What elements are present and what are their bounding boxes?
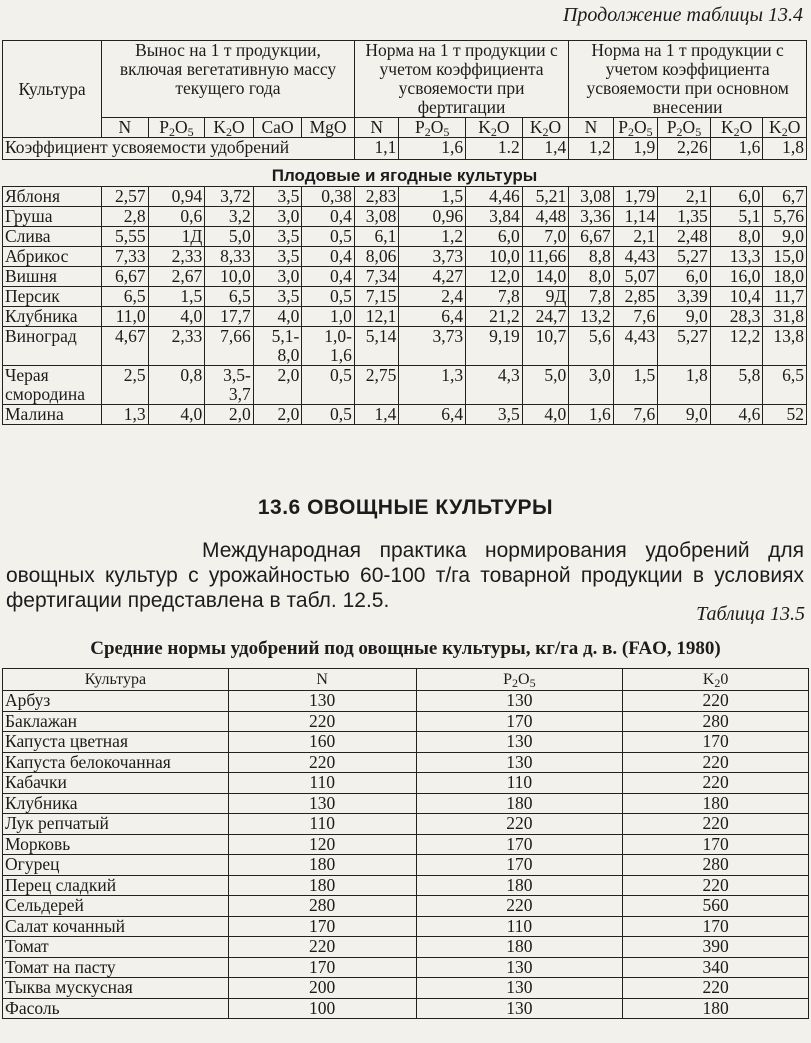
table-cell: 3,2 <box>205 207 254 227</box>
table-row <box>3 187 807 207</box>
table-cell: 5,76 <box>763 207 807 227</box>
crop-name: Томат на пасту <box>3 957 229 978</box>
crop-name: Малина <box>3 405 102 425</box>
crop-name: Капуста цветная <box>3 732 229 753</box>
table-cell: 5,0 <box>205 227 254 247</box>
table-cell: 4,48 <box>522 207 569 227</box>
crop-name: Тыква мускусная <box>3 978 229 999</box>
table-cell: 0,4 <box>302 247 355 267</box>
table-row <box>3 307 807 327</box>
table-cell: 130 <box>416 691 623 712</box>
crop-name: Клубника <box>3 307 102 327</box>
table-cell: 130 <box>416 752 623 773</box>
table-cell: 3,73 <box>399 247 466 267</box>
body-paragraph: Международная практика нормирования удобрений для овощных культур с урожайностью 60-100 т/га товарной продукции в условиях фертигации представлена в табл. 12.5. <box>6 539 804 612</box>
table-cell: 12,0 <box>466 267 523 287</box>
column-header: $P_2O_5$ <box>416 669 623 691</box>
table-cell: 110 <box>228 814 416 835</box>
table-cell: 120 <box>228 834 416 855</box>
table-cell: 130 <box>416 957 623 978</box>
table-cell: 170 <box>228 957 416 978</box>
continuation-caption: Продолжение таблицы 13.4 <box>562 4 803 26</box>
table-cell: 5,14 <box>354 327 398 366</box>
table-row <box>3 711 809 732</box>
table-cell: 3,73 <box>399 327 466 366</box>
table-row <box>3 267 807 287</box>
table-cell: 3,5-3,7 <box>205 366 254 405</box>
table-cell: 2,33 <box>148 247 205 267</box>
table-cell: 220 <box>623 814 809 835</box>
table-number: Таблица 13.5 <box>696 603 805 625</box>
table-cell: 6,0 <box>466 227 523 247</box>
table-cell: 7,34 <box>354 267 398 287</box>
table-cell: 11,66 <box>522 247 569 267</box>
table-cell: 8,0 <box>569 267 613 287</box>
table-cell: 6,67 <box>569 227 613 247</box>
table-cell: 2,1 <box>658 187 711 207</box>
column-header: Культура <box>3 669 229 691</box>
header-group-fertigation: Норма на 1 т продукции с учетом коэффициента усвояемости при фертигации <box>354 41 568 118</box>
table-cell: 6,0 <box>710 187 763 207</box>
table-cell: 3,5 <box>253 287 302 307</box>
coefficient-value: 1,1 <box>354 138 398 160</box>
table-cell: 1,0 <box>302 307 355 327</box>
coefficient-value: 1.2 <box>466 138 523 160</box>
table-cell: 8,0 <box>710 227 763 247</box>
table-cell: 2,0 <box>253 405 302 425</box>
subheader-6: $P_2O_5$ <box>399 118 466 138</box>
crop-name: Морковь <box>3 834 229 855</box>
table-cell: 170 <box>623 916 809 937</box>
table-cell: 3,36 <box>569 207 613 227</box>
table-row <box>3 896 809 917</box>
table-cell: 9,0 <box>658 307 711 327</box>
table-cell: 1,0-1,6 <box>302 327 355 366</box>
header-crop: Культура <box>3 41 102 138</box>
coefficient-value: 1,4 <box>522 138 569 160</box>
table-cell: 2,48 <box>658 227 711 247</box>
table-cell: 52 <box>763 405 807 425</box>
table-cell: 160 <box>228 732 416 753</box>
table-cell: 170 <box>623 732 809 753</box>
table-cell: 6,7 <box>763 187 807 207</box>
table-cell: 4,46 <box>466 187 523 207</box>
table-cell: 6,0 <box>658 267 711 287</box>
table-cell: 3,0 <box>253 267 302 287</box>
table-row <box>3 998 809 1019</box>
table-row <box>3 814 809 835</box>
table-cell: 110 <box>228 773 416 794</box>
table-cell: 3,84 <box>466 207 523 227</box>
table-cell: 1,4 <box>354 405 398 425</box>
table-cell: 3,72 <box>205 187 254 207</box>
table-cell: 7,8 <box>466 287 523 307</box>
crop-name: Перец сладкий <box>3 875 229 896</box>
table-cell: 4,43 <box>613 247 657 267</box>
table-cell: 3,5 <box>253 227 302 247</box>
table-cell: 17,7 <box>205 307 254 327</box>
section-heading: Плодовые и ягодные культуры <box>3 160 807 187</box>
table-cell: 180 <box>228 875 416 896</box>
table-row <box>3 957 809 978</box>
subheader-13: $K_2O$ <box>763 118 807 138</box>
table-cell: 0,5 <box>302 405 355 425</box>
table-row <box>3 773 809 794</box>
table-cell: 15,0 <box>763 247 807 267</box>
table-cell: 2,5 <box>102 366 149 405</box>
table-cell: 9,0 <box>658 405 711 425</box>
crop-name: Клубника <box>3 793 229 814</box>
table-cell: 220 <box>228 711 416 732</box>
table-cell: 2,85 <box>613 287 657 307</box>
table-cell: 0,6 <box>148 207 205 227</box>
table-cell: 220 <box>228 937 416 958</box>
table-cell: 10,0 <box>466 247 523 267</box>
table-cell: 10,0 <box>205 267 254 287</box>
crop-name: Слива <box>3 227 102 247</box>
table-cell: 170 <box>623 834 809 855</box>
table-cell: 3,0 <box>569 366 613 405</box>
table-cell: 110 <box>416 916 623 937</box>
crop-name: Огурец <box>3 855 229 876</box>
table-row <box>3 287 807 307</box>
table-cell: 220 <box>623 752 809 773</box>
table-cell: 10,7 <box>522 327 569 366</box>
table-cell: 0,8 <box>148 366 205 405</box>
table-cell: 14,0 <box>522 267 569 287</box>
table-cell: 0,94 <box>148 187 205 207</box>
table-cell: 9,0 <box>763 227 807 247</box>
table-cell: 0,4 <box>302 207 355 227</box>
table-row <box>3 855 809 876</box>
table-cell: 130 <box>228 691 416 712</box>
table-cell: 7,6 <box>613 405 657 425</box>
table-cell: 1,3 <box>399 366 466 405</box>
table-cell: 16,0 <box>710 267 763 287</box>
table-cell: 1,3 <box>102 405 149 425</box>
table-cell: 4,0 <box>148 307 205 327</box>
crop-name: Абрикос <box>3 247 102 267</box>
table-cell: 0,4 <box>302 267 355 287</box>
subheader-10: $P_2O_5$ <box>613 118 657 138</box>
table-cell: 280 <box>623 711 809 732</box>
table-cell: 7,66 <box>205 327 254 366</box>
table-cell: 2,67 <box>148 267 205 287</box>
table-cell: 280 <box>228 896 416 917</box>
table-cell: 220 <box>416 814 623 835</box>
header-group-removal: Вынос на 1 т продукции, включая вегетативную массу текущего года <box>102 41 355 118</box>
crop-name: Капуста белокочанная <box>3 752 229 773</box>
table-cell: 6,1 <box>354 227 398 247</box>
table-cell: 9Д <box>522 287 569 307</box>
table-cell: 7,6 <box>613 307 657 327</box>
table-cell: 130 <box>416 732 623 753</box>
table-cell: 6,5 <box>102 287 149 307</box>
table-cell: 4,43 <box>613 327 657 366</box>
crop-name: Салат кочанный <box>3 916 229 937</box>
subheader-0: N <box>102 118 149 138</box>
table-row <box>3 207 807 227</box>
table-cell: 180 <box>623 998 809 1019</box>
table-cell: 6,4 <box>399 405 466 425</box>
table-cell: 2,33 <box>148 327 205 366</box>
table-cell: 220 <box>623 691 809 712</box>
table-cell: 5,8 <box>710 366 763 405</box>
table-cell: 200 <box>228 978 416 999</box>
table-cell: 340 <box>623 957 809 978</box>
table-cell: 130 <box>416 978 623 999</box>
coefficient-value: 1,9 <box>613 138 657 160</box>
table-cell: 12,1 <box>354 307 398 327</box>
table-cell: 0,96 <box>399 207 466 227</box>
table-cell: 1,79 <box>613 187 657 207</box>
table-cell: 1,5 <box>613 366 657 405</box>
crop-name: Арбуз <box>3 691 229 712</box>
crop-name: Груша <box>3 207 102 227</box>
table-cell: 2,75 <box>354 366 398 405</box>
table-cell: 21,2 <box>466 307 523 327</box>
table-cell: 180 <box>623 793 809 814</box>
table-row <box>3 247 807 267</box>
column-header: N <box>228 669 416 691</box>
subheader-5: N <box>354 118 398 138</box>
table-cell: 31,8 <box>763 307 807 327</box>
table-cell: 1Д <box>148 227 205 247</box>
table-cell: 1,2 <box>399 227 466 247</box>
subheader-11: $P_2O_5$ <box>658 118 711 138</box>
table-cell: 1,14 <box>613 207 657 227</box>
subheader-4: MgO <box>302 118 355 138</box>
table-cell: 11,0 <box>102 307 149 327</box>
table-cell: 5,27 <box>658 327 711 366</box>
header-group-basic: Норма на 1 т продукции с учетом коэффициента усвояемости при основном внесении <box>569 41 807 118</box>
subheader-2: $K_2O$ <box>205 118 254 138</box>
table-cell: 170 <box>416 711 623 732</box>
table-cell: 5,55 <box>102 227 149 247</box>
table-row <box>3 691 809 712</box>
crop-name: Вишня <box>3 267 102 287</box>
crop-name: Черая смородина <box>3 366 102 405</box>
crop-name: Кабачки <box>3 773 229 794</box>
subheader-12: $K_2O$ <box>710 118 763 138</box>
table-row <box>3 937 809 958</box>
table-cell: 2,4 <box>399 287 466 307</box>
table-cell: 130 <box>228 793 416 814</box>
subheader-7: $K_2O$ <box>466 118 523 138</box>
table-cell: 220 <box>623 773 809 794</box>
table-cell: 4,67 <box>102 327 149 366</box>
table-cell: 8,33 <box>205 247 254 267</box>
table-cell: 7,33 <box>102 247 149 267</box>
table-cell: 3,39 <box>658 287 711 307</box>
table-cell: 8,06 <box>354 247 398 267</box>
subheader-9: N <box>569 118 613 138</box>
table-cell: 5,1 <box>710 207 763 227</box>
table-cell: 5,27 <box>658 247 711 267</box>
crop-name: Яблоня <box>3 187 102 207</box>
crop-name: Томат <box>3 937 229 958</box>
coefficient-value: 1,6 <box>710 138 763 160</box>
table-cell: 0,5 <box>302 366 355 405</box>
table-cell: 2,8 <box>102 207 149 227</box>
coefficient-value: 2,26 <box>658 138 711 160</box>
table-cell: 220 <box>228 752 416 773</box>
table-row <box>3 752 809 773</box>
table-cell: 4,0 <box>522 405 569 425</box>
table-cell: 390 <box>623 937 809 958</box>
table-cell: 6,5 <box>763 366 807 405</box>
table-cell: 220 <box>623 875 809 896</box>
table-cell: 7,8 <box>569 287 613 307</box>
crop-name: Баклажан <box>3 711 229 732</box>
subheader-3: CaO <box>253 118 302 138</box>
table-cell: 24,7 <box>522 307 569 327</box>
table-cell: 6,67 <box>102 267 149 287</box>
table-cell: 1,5 <box>148 287 205 307</box>
table-cell: 4,3 <box>466 366 523 405</box>
table-cell: 1,35 <box>658 207 711 227</box>
table-cell: 6,5 <box>205 287 254 307</box>
table-cell: 13,8 <box>763 327 807 366</box>
table-cell: 180 <box>416 875 623 896</box>
table-cell: 2,0 <box>205 405 254 425</box>
table-row <box>3 227 807 247</box>
table-row <box>3 327 807 366</box>
table-row <box>3 978 809 999</box>
table-cell: 110 <box>416 773 623 794</box>
table-cell: 10,4 <box>710 287 763 307</box>
coefficient-value: 1,2 <box>569 138 613 160</box>
table-cell: 12,2 <box>710 327 763 366</box>
table-title: Средние нормы удобрений под овощные культуры, кг/га д. в. (FAO, 1980) <box>90 638 721 659</box>
table-cell: 170 <box>416 834 623 855</box>
table-cell: 1,5 <box>399 187 466 207</box>
table-cell: 5,07 <box>613 267 657 287</box>
table-cell: 100 <box>228 998 416 1019</box>
table-cell: 8,8 <box>569 247 613 267</box>
vegetable-norms-table <box>2 668 809 1019</box>
table-cell: 4,27 <box>399 267 466 287</box>
table-cell: 5,1-8,0 <box>253 327 302 366</box>
table-cell: 7,0 <box>522 227 569 247</box>
table-row <box>3 834 809 855</box>
table-cell: 4,0 <box>148 405 205 425</box>
coefficient-value: 1,8 <box>763 138 807 160</box>
table-cell: 0,38 <box>302 187 355 207</box>
table-cell: 3,5 <box>466 405 523 425</box>
table-cell: 3,0 <box>253 207 302 227</box>
table-row <box>3 366 807 405</box>
table-row <box>3 793 809 814</box>
crop-name: Сельдерей <box>3 896 229 917</box>
table-cell: 130 <box>416 998 623 1019</box>
table-cell: 1,6 <box>569 405 613 425</box>
crop-name: Виноград <box>3 327 102 366</box>
table-cell: 5,6 <box>569 327 613 366</box>
table-cell: 3,5 <box>253 247 302 267</box>
table-row <box>3 875 809 896</box>
table-cell: 13,2 <box>569 307 613 327</box>
table-cell: 6,4 <box>399 307 466 327</box>
table-cell: 1,8 <box>658 366 711 405</box>
table-cell: 2,83 <box>354 187 398 207</box>
table-cell: 170 <box>228 916 416 937</box>
table-cell: 4,6 <box>710 405 763 425</box>
table-cell: 13,3 <box>710 247 763 267</box>
table-cell: 180 <box>416 793 623 814</box>
table-cell: 2,0 <box>253 366 302 405</box>
subheader-8: $K_2O$ <box>522 118 569 138</box>
table-cell: 180 <box>416 937 623 958</box>
table-row <box>3 732 809 753</box>
table-cell: 5,21 <box>522 187 569 207</box>
table-cell: 0,5 <box>302 227 355 247</box>
coefficient-label: Коэффициент усвояемости удобрений <box>3 138 355 160</box>
table-cell: 2,57 <box>102 187 149 207</box>
table-cell: 180 <box>228 855 416 876</box>
table-cell: 0,5 <box>302 287 355 307</box>
section-title: 13.6 ОВОЩНЫЕ КУЛЬТУРЫ <box>257 496 554 519</box>
crop-name: Фасоль <box>3 998 229 1019</box>
table-cell: 11,7 <box>763 287 807 307</box>
table-cell: 170 <box>416 855 623 876</box>
table-cell: 3,08 <box>354 207 398 227</box>
coefficient-value: 1,6 <box>399 138 466 160</box>
table-cell: 220 <box>416 896 623 917</box>
table-cell: 9,19 <box>466 327 523 366</box>
table-cell: 220 <box>623 978 809 999</box>
table-cell: 4,0 <box>253 307 302 327</box>
table-cell: 18,0 <box>763 267 807 287</box>
table-cell: 3,08 <box>569 187 613 207</box>
crop-name: Персик <box>3 287 102 307</box>
table-cell: 280 <box>623 855 809 876</box>
column-header: $K_20$ <box>623 669 809 691</box>
fruit-crops-table <box>2 40 807 425</box>
table-cell: 3,5 <box>253 187 302 207</box>
subheader-1: $P_2O_5$ <box>148 118 205 138</box>
table-cell: 7,15 <box>354 287 398 307</box>
table-row <box>3 916 809 937</box>
table-cell: 5,0 <box>522 366 569 405</box>
table-cell: 560 <box>623 896 809 917</box>
table-cell: 2,1 <box>613 227 657 247</box>
crop-name: Лук репчатый <box>3 814 229 835</box>
table-cell: 28,3 <box>710 307 763 327</box>
table-row <box>3 405 807 425</box>
